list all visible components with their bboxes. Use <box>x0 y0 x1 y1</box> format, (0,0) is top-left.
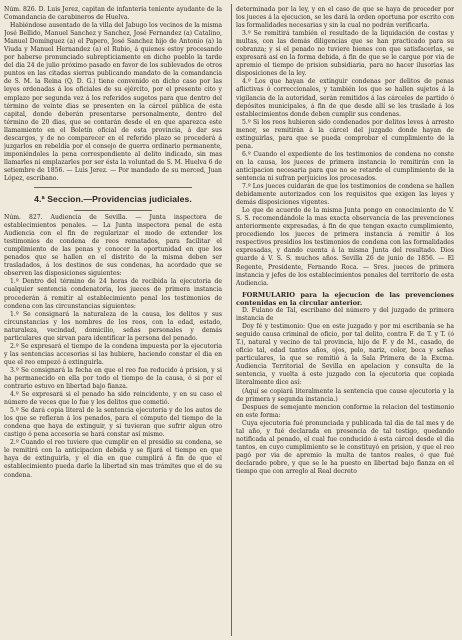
right-paragraph-6: 7.º Los jueces cuidarán de que los testimonios de condena se hallen debidamente autorizados con los requisitos que exigen las leyes y demás disposiciones vigentes. <box>236 183 454 207</box>
right-paragraph-2: 3.º Se remitirá también el resultado de la liquidación de costas y multas, con las demás diligencias que se han practicado para su cobranza; y si el penado no tuviere bienes con que satisfacerlas, se expresará así en la forma debida, á fin de que se le cargue por via de apremio el tiempo de prision subsidiaria, para no hacer ilusorias las disposiciones de la ley. <box>236 30 454 78</box>
form-paragraph-5: Cuya ejecutoria fué pronunciada y publicada tal dia de tal mes y de tal año, y fué declarada en presencia de tal testigo, quedando notificada al penado, el cual fue conducido á esta cárcel desde el dia tantos, en cuyo cumplimiento se le constituyó en prision, y que el reo pagó por via de apremio la multa de tantos reales, ó que fué declarado pobre, y que se le ha puesto en libertad bajo fianza en el tiempo que con arreglo al Real decreto <box>236 419 454 475</box>
left-paragraph-7: 3.º Se consignará la fecha en que el reo fue reducido á prision, y si ha permanecido en ella por todo el tiempo de la causa, ó si por el contrario estuvo en libertad bajo fianza. <box>4 366 222 391</box>
left-paragraph-5: 1.º Se consignará la naturaleza de la causa, los delitos y sus circunstancias y los nombres de los reos, con la edad, estado, naturaleza, vecindad, domicilio, señas personales y demás particulares que sirvan para identificar la persona del penado. <box>4 310 222 342</box>
form-paragraph-2: Doy fé y testimonio: Que en este juzgado y por mi escribanía se ha seguido causa criminal de oficio, por tal delito, contra F. de T. y T. (ó T.), natural y vecino de tal provincia, hijo de F. y de M., casado, de oficio tal, edad tantos años, ojos, pelo, nariz, color, boca y señas particulares, la que se remitió á la Sala Primera de la Excma. Audiencia Territorial de Sevilla en apelacion y consulta de la sentencia, y vuelta á este juzgado con la ejecutoria que copiada literalmente dice así: <box>236 323 454 387</box>
right-paragraph-5: 6.º Cuando el expediente de los testimonios de condena no conste en la causa, los jueces de primera instancia lo remitirán con la anticipacion necesaria para que no se retarde el cumplimiento de la sentencia ni sufran perjuicios los procesados. <box>236 150 454 182</box>
section-divider-bottom <box>74 210 152 211</box>
left-paragraph-4: 1.º Dentro del término de 24 horas de recibida la ejecutoria de cualquier sentencia condenatoria, los jueces de primera instancia procederán á remitir al establecimiento penal los testimonios de condena con las circunstancias siguientes: <box>4 278 222 310</box>
form-paragraph-3: (Aquí se copiará literalmente la sentencia que cause ejecutoria y la de primera y segunda instancia.) <box>236 387 454 403</box>
left-paragraph-9: 5.º Se dará copia literal de la sentencia ejecutoria y de los autos de los que se refieran á los penados, para el cómputo del tiempo de la condena que haya de extinguir, y si tuvieran que sufrir algun otro castigo ó pena accesoria se hará constar así mismo. <box>4 407 222 439</box>
left-column <box>4 6 222 636</box>
right-paragraph-4: 5.º Si los reos hubieren sido condenados por delitos leves á arresto menor, se remitirán á la cárcel del juzgado donde hayan de extinguirlas, para que se pueda comprobar el cumplimiento de la pena. <box>236 118 454 150</box>
left-paragraph-1: Núm. 826. D. Luis Jerez, capitan de infantería teniente ayudante de la Comandancia de carabineros de Huelva. <box>4 6 222 22</box>
left-paragraph-2: Habiéndose ausentado de la villa del Jabugo los vecinos de la misma José Bellido, Manuel Sanchez y Sanchez, José Fernandez (a) Catalino, Manuel Domínguez (a) el Papero, José Sanchez hijo de Antonio (a) la Viuda y Manuel Hernandez (a) el Rubio, á quienes estoy procesando por haberse pronunciado subrepticiamente en dicho pueblo la tarde del dia 24 de julio próximo pasado en favor de los sublevados de otros puntos en las citadas sierras publicando mandato de la comandancia de S. M. la Reina (Q. D. G.) tiene convenido en dicho caso por las leyes ordenadas á los oficiales de su ejército, por el presente cito y emplazo por segunda vez á los referidos sugetos para que dentro del término de veinte dias se presenten en la cárcel pública de esta capital, donde deberán presentarse personalmente, dentro del término de 20 dias, que se contarán desde el en que aparezca este llamamiento en el Boletín oficial de esta provincia, á dar sus descargos, y de no comparecer en el referido plazo se procederá á juzgarlos en rebeldía por el consejo de guerra ordinario permanente, imponiéndoles la pena correspondiente al delito indicado, sin mas llamarles ni emplazarles por ser ésta la voluntad de S. M. Huelva 6 de setiembre de 1856. — Luis Jerez. — Por mandado de su merced, Juan López, escribano. <box>4 22 222 182</box>
right-paragraph-1: determinada por la ley, y en el caso de que se haya de proceder por los jueces á la ejecucion, se les dará la orden oportuna por escrito con las formalidades necesarias y sin la cual no podrán verificarla. <box>236 6 454 30</box>
right-paragraph-7: Lo que de acuerdo de la misma Junta pongo en conocimiento de V. S. S. recomendándole la mas exacta observancia de las prevenciones anteriormente expresadas, á fin de que tengan exacto cumplimiento, procediendo los jueces de primera instancia á remitir á los respectivos presidios los testimonios de condena con las formalidades expresadas, y dando cuenta á la misma Junta del resultado. Dios guarde á V. S. S. muchos años. Sevilla 26 de junio de 1856. — El Regente, Presidente, Fernando Roca. — Sres. jueces de primera instancia y jefes de los establecimientos penales del territorio de esta Audiencia. <box>236 207 454 287</box>
right-paragraph-3: 4.º Los que hayan de extinguir condenas por delitos de penas aflictivas ó correccionales, y también los que se hallen sujetos á la vigilancia de la autoridad, serán remitidos á las cárceles de partido ó depósitos municipales, á fin de que desde allí se les traslade á los establecimientos donde deben cumplir sus condenas. <box>236 78 454 118</box>
left-paragraph-8: 4.º Se expresará si el penado ha sido reincidente, y en su caso el número de veces que lo fue y los delitos que cometió. <box>4 391 222 407</box>
right-column <box>236 6 454 636</box>
left-paragraph-10: 2.º Cuando el reo tuviere que cumplir en el presidio su condena, se le remitirá con la anticipacion debida y se fijará el tiempo en que haya de extinguirla, y el dia en que cumplirá á fin de que el establecimiento pueda darle la libertad sin mas trámites que el de su condena. <box>4 439 222 479</box>
form-title: FORMULARIO para la ejecucion de las prevenciones contenidas en la circular anterior. <box>236 290 454 307</box>
section-title: 4.ª Seccion.—Providencias judiciales. <box>34 194 192 205</box>
form-paragraph-4: Despues de semejante mencion conforme la relacion del testimonio en este forma: <box>236 403 454 419</box>
left-paragraph-6: 2.º Se expresará el tiempo de la condena impuesta por la ejecutoria y las sentencias accesorias si las hubiere, haciendo constar el dia en que el reo empezó á extinguirla. <box>4 342 222 366</box>
left-paragraph-3: Núm. 827. Audiencia de Sevilla. — Junta inspectora de establecimientos penales. — La Junta inspectora penal de esta Audiencia con el fin de regularizar el modo de extender los testimonios de condena de reos rematados, para facilitar el cumplimiento de las penas y conocer la oportunidad en que los penados que se hallen en el distrito de la misma deben ser trasladados, á los destinos de sus condenas, ha acordado que se observen las disposiciones siguientes: <box>4 214 222 278</box>
column-rule <box>231 4 232 636</box>
section-divider-top <box>34 187 192 188</box>
form-paragraph-1: D. Fulano de Tal, escribano del número y del juzgado de primera instancia de <box>236 307 454 323</box>
